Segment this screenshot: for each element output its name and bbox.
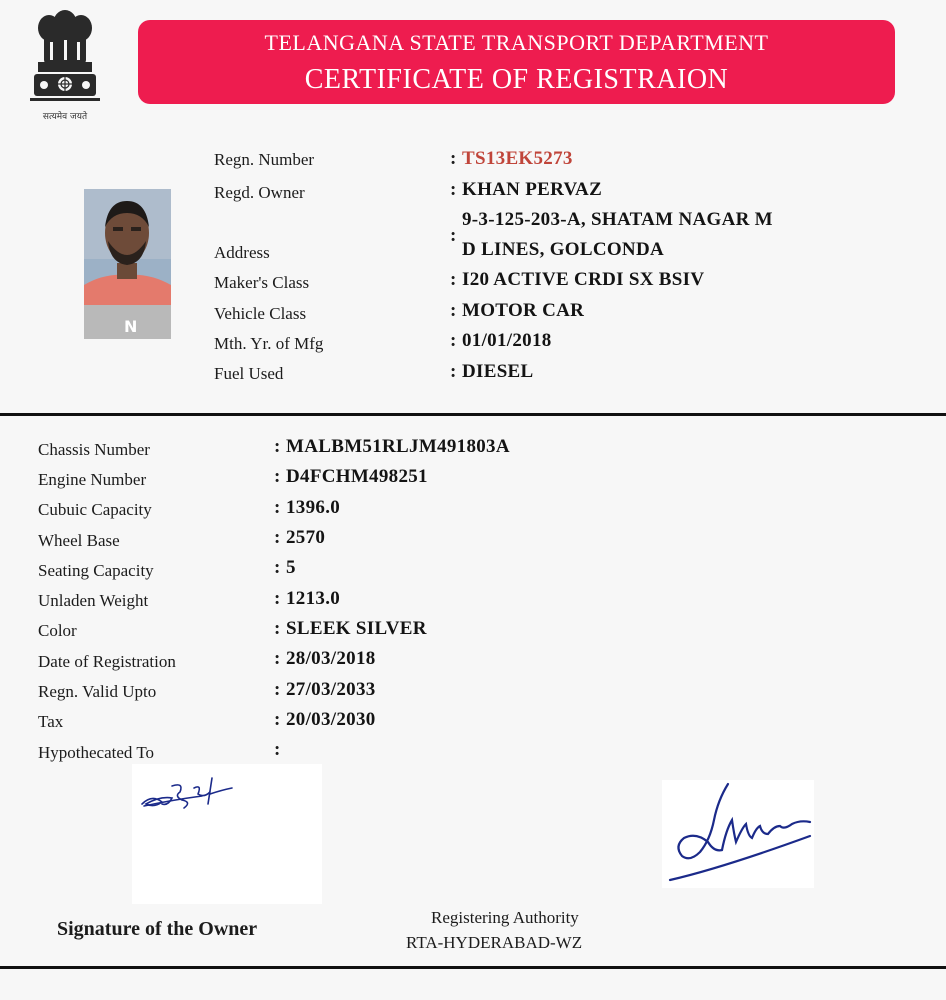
valid-upto-value: 27/03/2033: [286, 679, 376, 700]
bottom-divider: [0, 966, 946, 969]
registration-date-label: Date of Registration: [38, 652, 176, 671]
chassis-number-label: Chassis Number: [38, 440, 150, 459]
seating-capacity-label: Seating Capacity: [38, 561, 154, 580]
fuel-used-label: Fuel Used: [214, 364, 284, 383]
wheel-base-label: Wheel Base: [38, 531, 120, 550]
valid-upto-label: Regn. Valid Upto: [38, 682, 157, 701]
cubic-capacity-label: Cubuic Capacity: [38, 500, 152, 519]
vehicle-class-label: Vehicle Class: [214, 304, 307, 323]
address-label: Address: [214, 243, 270, 262]
registration-certificate: सत्यमेव जयते TELANGANA STATE TRANSPORT DEPARTMENT CERTIFICATE OF REGISTRAION N Regn. Number : TS13EK5273 Regd. Owner : KHAN PERVAZ Address : 9-3-125-203-A, SHATAM NAGAR M D LINES, GOLCONDA Maker's Class : I20 ACTIVE CRDI SX BSIV Vehicle Class : MOTOR CAR Mth. Yr. of Mfg : 01/01/2018 Fuel Used : DIESEL Chassis Number : MALBM51RLJM491803A Engine Number : D4FCHM498251 Cubuic Capacity : 1396.0 Wheel Base : 2570 Seating Capacity : 5 Unladen Weight : 1213.0 Color : SLEEK SILVER Date of Registration : 28/03/2018 Regn. Valid Upto : 27/03/2033 Tax : 20/03/2030 Hypothecated To : Signature of the Owner Registering Authority RTA-HYDERABAD-WZ: [0, 0, 946, 1000]
regn-number-value: TS13EK5273: [462, 148, 573, 169]
cubic-capacity-value: 1396.0: [286, 497, 341, 518]
regn-number-label: Regn. Number: [214, 150, 315, 169]
color-value: SLEEK SILVER: [286, 618, 427, 639]
section-divider: [0, 413, 946, 416]
chassis-number-value: MALBM51RLJM491803A: [286, 436, 510, 457]
authority-signature: [662, 780, 814, 888]
address-value-line2: D LINES, GOLCONDA: [462, 239, 664, 260]
seating-capacity-value: 5: [286, 557, 296, 578]
regd-owner-label: Regd. Owner: [214, 183, 305, 202]
emblem-motto: सत्यमेव जयते: [42, 112, 88, 122]
owner-signature: [132, 764, 322, 904]
unladen-weight-label: Unladen Weight: [38, 591, 149, 610]
authority-label: Registering Authority: [431, 908, 579, 927]
makers-class-value: I20 ACTIVE CRDI SX BSIV: [462, 269, 705, 290]
owner-signature-label: Signature of the Owner: [57, 918, 258, 940]
engine-number-label: Engine Number: [38, 470, 147, 489]
registration-date-value: 28/03/2018: [286, 648, 376, 669]
fuel-used-value: DIESEL: [462, 361, 534, 382]
color-label: Color: [38, 621, 77, 640]
department-title: TELANGANA STATE TRANSPORT DEPARTMENT: [264, 30, 769, 55]
national-emblem-icon: [24, 4, 106, 122]
mfg-date-label: Mth. Yr. of Mfg: [214, 334, 324, 353]
address-value-line1: 9-3-125-203-A, SHATAM NAGAR M: [462, 209, 773, 230]
hypothecated-label: Hypothecated To: [38, 743, 155, 762]
mfg-date-value: 01/01/2018: [462, 330, 552, 351]
vehicle-class-value: MOTOR CAR: [462, 300, 585, 321]
makers-class-label: Maker's Class: [214, 273, 310, 292]
wheel-base-value: 2570: [286, 527, 326, 548]
svg-text:N: N: [124, 317, 138, 336]
unladen-weight-value: 1213.0: [286, 588, 341, 609]
owner-photo: [84, 189, 171, 339]
tax-label: Tax: [38, 712, 64, 731]
header-banner: [138, 20, 895, 104]
authority-office: RTA-HYDERABAD-WZ: [406, 933, 583, 952]
regd-owner-value: KHAN PERVAZ: [462, 179, 603, 200]
engine-number-value: D4FCHM498251: [286, 466, 428, 487]
tax-value: 20/03/2030: [286, 709, 376, 730]
certificate-title: CERTIFICATE OF REGISTRAION: [304, 64, 729, 95]
